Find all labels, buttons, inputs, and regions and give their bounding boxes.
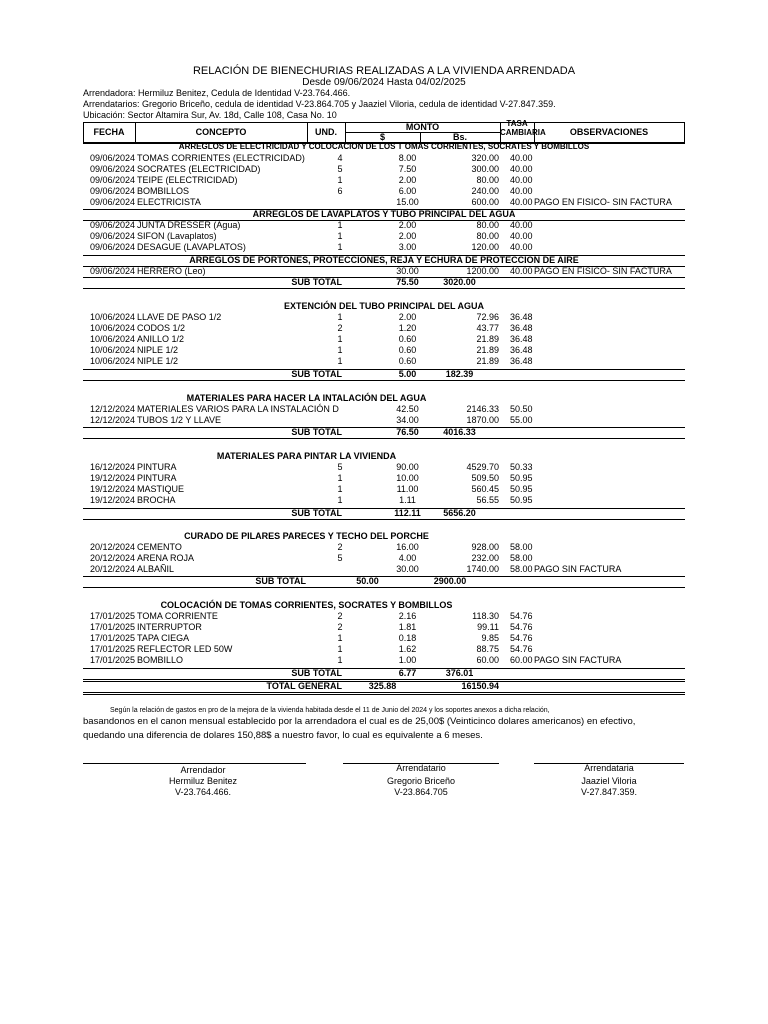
row-bs: 80.00 xyxy=(476,220,499,230)
row-usd: 1.00 xyxy=(398,655,417,665)
column-und: UND. xyxy=(315,127,337,137)
section-heading: CURADO DE PILARES PARECES Y TECHO DEL PORCHE xyxy=(184,531,429,541)
row-usd: 30.00 xyxy=(396,266,419,276)
total-general-label: TOTAL GENERAL xyxy=(266,681,342,691)
document-period: Desde 09/06/2024 Hasta 04/02/2025 xyxy=(302,77,466,88)
row-bs: 4529.70 xyxy=(466,462,499,472)
subtotal-usd: 6.77 xyxy=(398,668,417,678)
row-und: 4 xyxy=(337,153,343,163)
arrendadora-line: Arrendadora: Hermiluz Benitez, Cedula de Identidad V-23.764.466. xyxy=(83,88,351,98)
row-tasa: 36.48 xyxy=(510,334,533,344)
row-usd: 4.00 xyxy=(398,553,417,563)
document-title: RELACIÓN DE BIENECHURIAS REALIZADAS A LA VIVIENDA ARRENDADA xyxy=(192,65,576,77)
row-fecha: 09/06/2024 xyxy=(90,153,136,163)
column-observaciones: OBSERVACIONES xyxy=(569,127,649,137)
row-usd: 1.81 xyxy=(398,622,417,632)
row-fecha: 10/06/2024 xyxy=(90,312,136,322)
row-bs: 320.00 xyxy=(471,153,499,163)
row-und: 2 xyxy=(337,323,343,333)
row-tasa: 36.48 xyxy=(510,312,533,322)
signature-id-3: V-27.847.359. xyxy=(580,787,638,797)
row-fecha: 12/12/2024 xyxy=(90,404,136,414)
row-und: 5 xyxy=(337,462,343,472)
row-usd: 6.00 xyxy=(398,186,417,196)
row-fecha: 10/06/2024 xyxy=(90,323,136,333)
subtotal-bs: 3020.00 xyxy=(443,277,476,287)
signature-role-3: Arrendataria xyxy=(584,763,634,773)
row-fecha: 12/12/2024 xyxy=(90,415,136,425)
row-tasa: 40.00 xyxy=(510,186,533,196)
row-concepto: ARENA ROJA xyxy=(137,553,195,563)
row-bs: 60.00 xyxy=(476,655,499,665)
column-bs: Bs. xyxy=(452,132,467,142)
row-usd: 11.00 xyxy=(396,484,419,494)
row-fecha: 19/12/2024 xyxy=(90,473,136,483)
row-tasa: 40.00 xyxy=(510,175,533,185)
row-concepto: TUBOS 1/2 Y LLAVE xyxy=(137,415,222,425)
row-bs: 2146.33 xyxy=(466,404,499,414)
note-line-3: quedando una diferencia de dolares 150,88$ a nuestro favor, lo cual es equivalente a 6 meses. xyxy=(83,730,483,741)
row-concepto: ANILLO 1/2 xyxy=(137,334,185,344)
signature-name-3: Jaaziel Viloria xyxy=(581,776,637,786)
column-concepto: CONCEPTO xyxy=(195,127,247,137)
row-tasa: 54.76 xyxy=(510,633,533,643)
row-concepto: CODOS 1/2 xyxy=(137,323,186,333)
row-fecha: 10/06/2024 xyxy=(90,356,136,366)
row-tasa: 50.50 xyxy=(510,404,533,414)
row-observaciones: PAGO EN FISICO- SIN FACTURA xyxy=(534,266,672,276)
subtotal-label: SUB TOTAL xyxy=(255,576,306,586)
row-usd: 16.00 xyxy=(396,542,419,552)
row-fecha: 09/06/2024 xyxy=(90,164,136,174)
row-tasa: 40.00 xyxy=(510,220,533,230)
subtotal-label: SUB TOTAL xyxy=(291,427,342,437)
row-usd: 0.60 xyxy=(398,345,417,355)
row-und: 2 xyxy=(337,542,343,552)
row-usd: 2.00 xyxy=(398,175,417,185)
row-tasa: 50.33 xyxy=(510,462,533,472)
row-usd: 2.16 xyxy=(398,611,417,621)
row-und: 1 xyxy=(337,334,343,344)
row-concepto: TOMA CORRIENTE xyxy=(137,611,218,621)
row-bs: 21.89 xyxy=(476,345,499,355)
row-fecha: 09/06/2024 xyxy=(90,186,136,196)
row-und: 1 xyxy=(337,484,343,494)
row-usd: 42.50 xyxy=(396,404,419,414)
row-concepto: BROCHA xyxy=(137,495,176,505)
row-und: 1 xyxy=(337,345,343,355)
row-concepto: PINTURA xyxy=(137,462,177,472)
row-usd: 8.00 xyxy=(398,153,417,163)
row-fecha: 10/06/2024 xyxy=(90,345,136,355)
row-usd: 7.50 xyxy=(398,164,417,174)
row-tasa: 50.95 xyxy=(510,473,533,483)
row-bs: 43.77 xyxy=(476,323,499,333)
section-rule xyxy=(83,143,685,144)
row-und: 1 xyxy=(337,220,343,230)
subtotal-label: SUB TOTAL xyxy=(291,277,342,287)
row-fecha: 16/12/2024 xyxy=(90,462,136,472)
subtotal-usd: 76.50 xyxy=(396,427,419,437)
row-und: 2 xyxy=(337,622,343,632)
section-rule xyxy=(83,209,685,210)
subtotal-rule xyxy=(83,679,685,680)
arrendatarios-line: Arrendatarios: Gregorio Briceño, cedula de identidad V-23.864.705 y Jaaziel Viloria, cedula de identidad V-27.847.359. xyxy=(83,99,556,109)
row-concepto: SIFON (Lavaplatos) xyxy=(137,231,217,241)
row-bs: 80.00 xyxy=(476,231,499,241)
row-bs: 240.00 xyxy=(471,186,499,196)
row-fecha: 19/12/2024 xyxy=(90,495,136,505)
row-observaciones: PAGO SIN FACTURA xyxy=(534,564,622,574)
subtotal-label: SUB TOTAL xyxy=(291,508,342,518)
row-tasa: 50.95 xyxy=(510,484,533,494)
subtotal-bs: 4016.33 xyxy=(443,427,476,437)
section-heading: ARREGLOS DE PORTONES, PROTECCIONES, REJA Y ECHURA DE PROTECCION DE AIRE xyxy=(189,255,579,265)
subtotal-rule xyxy=(83,380,685,381)
signature-line-arrendador xyxy=(83,763,306,764)
note-line-1: Según la relación de gastos en pro de la mejora de la vivienda habitada desde el 11 de Junio del 2024 y los soportes anexos a dicha relación, xyxy=(110,707,550,714)
subtotal-usd: 112.11 xyxy=(394,508,421,518)
subtotal-rule xyxy=(83,519,685,520)
row-bs: 118.30 xyxy=(472,611,499,621)
total-general-usd: 325.88 xyxy=(368,681,397,691)
row-concepto: ALBAÑIL xyxy=(137,564,175,574)
signature-name-2: Gregorio Briceño xyxy=(386,776,456,786)
subtotal-bs: 182.39 xyxy=(445,369,474,379)
subtotal-rule xyxy=(83,587,685,588)
row-concepto: BOMBILLOS xyxy=(137,186,190,196)
row-tasa: 54.76 xyxy=(510,622,533,632)
row-fecha: 17/01/2025 xyxy=(90,655,136,665)
row-bs: 72.96 xyxy=(476,312,499,322)
row-tasa: 50.95 xyxy=(510,495,533,505)
section-heading: MATERIALES PARA HACER LA INTALACIÓN DEL AGUA xyxy=(186,393,427,403)
row-tasa: 40.00 xyxy=(510,242,533,252)
row-concepto: NIPLE 1/2 xyxy=(137,356,179,366)
column-monto: MONTO xyxy=(405,122,440,132)
row-usd: 34.00 xyxy=(396,415,419,425)
row-observaciones: PAGO SIN FACTURA xyxy=(534,655,622,665)
section-heading: ARREGLOS DE ELECTRICIDAD Y COLOCACION DE LOS T OMAS CORRIENTES, SOCRATES Y BOMBILLOS xyxy=(178,142,590,151)
row-usd: 3.00 xyxy=(398,242,417,252)
row-concepto: ELECTRICISTA xyxy=(137,197,201,207)
row-tasa: 55.00 xyxy=(510,415,533,425)
row-und: 1 xyxy=(337,473,343,483)
row-fecha: 09/06/2024 xyxy=(90,220,136,230)
row-bs: 21.89 xyxy=(476,356,499,366)
row-tasa: 58.00 xyxy=(510,564,533,574)
row-fecha: 17/01/2025 xyxy=(90,611,136,621)
row-tasa: 40.00 xyxy=(510,266,533,276)
row-und: 1 xyxy=(337,312,343,322)
row-concepto: LLAVE DE PASO 1/2 xyxy=(137,312,222,322)
row-und: 1 xyxy=(337,495,343,505)
row-concepto: INTERRUPTOR xyxy=(137,622,202,632)
row-concepto: TEIPE (ELECTRICIDAD) xyxy=(137,175,238,185)
row-bs: 21.89 xyxy=(476,334,499,344)
row-fecha: 17/01/2025 xyxy=(90,644,136,654)
row-und: 1 xyxy=(337,175,343,185)
row-usd: 0.60 xyxy=(398,356,417,366)
row-usd: 0.60 xyxy=(398,334,417,344)
row-tasa: 58.00 xyxy=(510,553,533,563)
section-heading: EXTENCIÓN DEL TUBO PRINCIPAL DEL AGUA xyxy=(283,301,485,311)
row-usd: 2.00 xyxy=(398,231,417,241)
row-bs: 509.50 xyxy=(471,473,499,483)
subtotal-usd: 5.00 xyxy=(398,369,417,379)
column-tasa: TASA CAMBIARIA xyxy=(500,119,546,137)
section-heading: COLOCACIÓN DE TOMAS CORRIENTES, SOCRATES Y BOMBILLOS xyxy=(160,600,453,610)
row-bs: 99.11 xyxy=(477,622,499,632)
row-bs: 600.00 xyxy=(471,197,499,207)
row-concepto: BOMBILLO xyxy=(137,655,184,665)
row-bs: 928.00 xyxy=(471,542,499,552)
row-tasa: 54.76 xyxy=(510,644,533,654)
row-fecha: 10/06/2024 xyxy=(90,334,136,344)
row-und: 1 xyxy=(337,242,343,252)
signature-role-2: Arrendatario xyxy=(396,763,446,773)
section-heading: ARREGLOS DE LAVAPLATOS Y TUBO PRINCIPAL DEL AGUA xyxy=(252,209,516,219)
column-usd: $ xyxy=(379,132,385,142)
row-tasa: 40.00 xyxy=(510,153,533,163)
row-tasa: 36.48 xyxy=(510,345,533,355)
row-und: 1 xyxy=(337,231,343,241)
ubicacion-line: Ubicación: Sector Altamira Sur, Av. 18d, Calle 108, Casa No. 10 xyxy=(83,110,337,120)
subtotal-rule xyxy=(83,288,685,289)
row-bs: 1740.00 xyxy=(466,564,499,574)
row-concepto: REFLECTOR LED 50W xyxy=(137,644,233,654)
row-concepto: HERRERO (Leo) xyxy=(137,266,206,276)
row-bs: 120.00 xyxy=(471,242,499,252)
subtotal-bs: 5656.20 xyxy=(443,508,476,518)
row-concepto: PINTURA xyxy=(137,473,177,483)
row-bs: 232.00 xyxy=(471,553,499,563)
row-usd: 10.00 xyxy=(396,473,419,483)
subtotal-rule xyxy=(83,438,685,439)
row-und: 1 xyxy=(337,356,343,366)
row-fecha: 17/01/2025 xyxy=(90,622,136,632)
subtotal-label: SUB TOTAL xyxy=(291,668,342,678)
row-bs: 9.85 xyxy=(481,633,499,643)
row-fecha: 09/06/2024 xyxy=(90,175,136,185)
note-line-2: basandonos en el canon mensual establecido por la arrendadora el cual es de 25,00$ (Veinticinco dolares americanos) en efectivo, xyxy=(83,716,636,727)
row-usd: 0.18 xyxy=(398,633,417,643)
row-bs: 88.75 xyxy=(476,644,499,654)
row-usd: 90.00 xyxy=(396,462,419,472)
row-concepto: SOCRATES (ELECTRICIDAD) xyxy=(137,164,261,174)
row-tasa: 40.00 xyxy=(510,164,533,174)
row-fecha: 09/06/2024 xyxy=(90,242,136,252)
row-und: 5 xyxy=(337,553,343,563)
row-usd: 1.20 xyxy=(398,323,417,333)
row-tasa: 58.00 xyxy=(510,542,533,552)
row-concepto: MASTIQUE xyxy=(137,484,185,494)
signature-name-1: Hermiluz Benitez xyxy=(168,776,238,786)
row-fecha: 19/12/2024 xyxy=(90,484,136,494)
row-fecha: 09/06/2024 xyxy=(90,231,136,241)
signature-id-2: V-23.864.705 xyxy=(394,787,448,797)
row-bs: 56.55 xyxy=(476,495,499,505)
section-heading: MATERIALES PARA PINTAR LA VIVIENDA xyxy=(216,451,397,461)
row-und: 1 xyxy=(337,655,343,665)
row-und: 1 xyxy=(337,633,343,643)
row-observaciones: PAGO EN FISICO- SIN FACTURA xyxy=(534,197,672,207)
signature-id-1: V-23.764.466. xyxy=(174,787,232,797)
subtotal-label: SUB TOTAL xyxy=(291,369,342,379)
row-usd: 1.62 xyxy=(398,644,417,654)
row-tasa: 54.76 xyxy=(510,611,533,621)
row-bs: 80.00 xyxy=(476,175,499,185)
total-general-bs: 16150.94 xyxy=(461,681,499,691)
row-und: 6 xyxy=(337,186,343,196)
row-concepto: TAPA CIEGA xyxy=(137,633,190,643)
row-concepto: CEMENTO xyxy=(137,542,182,552)
row-usd: 15.00 xyxy=(396,197,419,207)
row-fecha: 09/06/2024 xyxy=(90,266,136,276)
row-fecha: 20/12/2024 xyxy=(90,542,136,552)
subtotal-usd: 50.00 xyxy=(356,576,379,586)
row-usd: 30.00 xyxy=(396,564,419,574)
row-fecha: 17/01/2025 xyxy=(90,633,136,643)
row-tasa: 40.00 xyxy=(510,197,533,207)
row-und: 5 xyxy=(337,164,343,174)
row-concepto: JUNTA DRESSER (Agua) xyxy=(137,220,241,230)
row-fecha: 09/06/2024 xyxy=(90,197,136,207)
row-concepto: DESAGUE (LAVAPLATOS) xyxy=(137,242,246,252)
row-und: 1 xyxy=(337,644,343,654)
row-bs: 1200.00 xyxy=(466,266,499,276)
row-usd: 1.11 xyxy=(399,495,416,505)
row-concepto: NIPLE 1/2 xyxy=(137,345,179,355)
row-usd: 2.00 xyxy=(398,312,417,322)
row-fecha: 20/12/2024 xyxy=(90,553,136,563)
row-concepto: TOMAS CORRIENTES (ELECTRICIDAD) xyxy=(137,153,305,163)
column-fecha: FECHA xyxy=(93,127,125,137)
subtotal-usd: 75.50 xyxy=(396,277,419,287)
subtotal-bs: 376.01 xyxy=(445,668,474,678)
row-tasa: 40.00 xyxy=(510,231,533,241)
row-tasa: 36.48 xyxy=(510,323,533,333)
signature-role-1: Arrendador xyxy=(180,765,226,775)
row-fecha: 20/12/2024 xyxy=(90,564,136,574)
row-bs: 300.00 xyxy=(471,164,499,174)
row-tasa: 36.48 xyxy=(510,356,533,366)
subtotal-bs: 2900.00 xyxy=(433,576,467,586)
row-bs: 560.45 xyxy=(471,484,499,494)
section-rule xyxy=(83,255,685,256)
row-und: 2 xyxy=(337,611,343,621)
row-concepto: MATERIALES VARIOS PARA LA INSTALACIÓN D xyxy=(137,404,339,414)
row-bs: 1870.00 xyxy=(466,415,499,425)
row-tasa: 60.00 xyxy=(510,655,533,665)
row-usd: 2.00 xyxy=(398,220,417,230)
